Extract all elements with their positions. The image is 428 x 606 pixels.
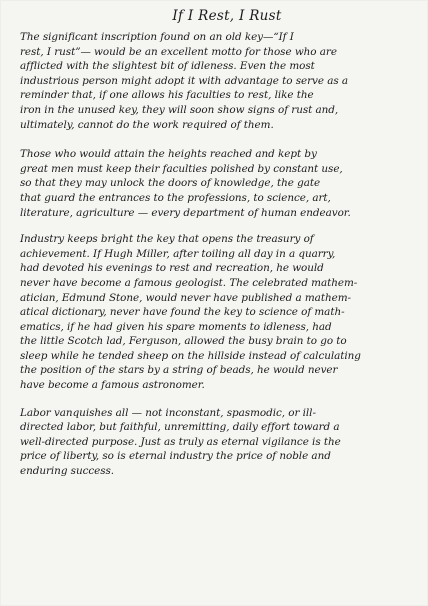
text-line: so that they may unlock the doors of knowledge, the gate <box>20 177 321 190</box>
text-line: well-directed purpose. Just as truly as eternal vigilance is the <box>20 435 341 448</box>
text-line: Labor vanquishes all — not inconstant, spasmodic, or ill- <box>20 406 316 419</box>
text-line: never have become a famous geologist. The celebrated mathem- <box>20 276 358 289</box>
text-line: that guard the entrances to the professions, to science, art, <box>20 191 331 204</box>
text-line: the little Scotch lad, Ferguson, allowed the busy brain to go to <box>20 335 347 348</box>
text-line: achievement. If Hugh Miller, after toiling all day in a quarry, <box>20 247 336 260</box>
text-line: great men must keep their faculties polished by constant use, <box>20 162 343 175</box>
text-line: industrious person might adopt it with advantage to serve as a <box>20 74 349 87</box>
paragraph-1 <box>20 30 418 132</box>
text-line: Those who would attain the heights reached and kept by <box>20 148 317 161</box>
text-line: sleep while he tended sheep on the hillside instead of calculating <box>20 349 361 362</box>
text-line: rest, I rust”— would be an excellent motto for those who are <box>20 45 337 58</box>
text-line: Industry keeps bright the key that opens the treasury of <box>20 233 314 246</box>
text-line: The significant inscription found on an old key—“If I <box>20 31 294 43</box>
text-line: atician, Edmund Stone, would never have published a mathem- <box>20 291 351 304</box>
text-line: reminder that, if one allows his faculties to rest, like the <box>20 89 314 102</box>
paragraph-2 <box>20 147 418 220</box>
paragraph-3 <box>20 232 418 393</box>
text-line: ultimately, cannot do the work required of them. <box>20 118 274 131</box>
text-line: atical dictionary, never have found the key to science of math- <box>20 306 345 319</box>
paragraph-4 <box>20 406 418 479</box>
essay-title: If I Rest, I Rust <box>172 8 282 24</box>
text-line: had devoted his evenings to rest and recreation, he would <box>20 262 324 275</box>
text-line: the position of the stars by a string of beads, he would never <box>20 364 338 377</box>
text-line: afflicted with the slightest bit of idleness. Even the most <box>20 60 315 73</box>
text-line: have become a famous astronomer. <box>20 379 205 392</box>
text-line: enduring success. <box>20 465 115 478</box>
text-line: iron in the unused key, they will soon show signs of rust and, <box>20 103 339 116</box>
text-line: ematics, if he had given his spare moments to idleness, had <box>20 320 332 333</box>
text-line: literature, agriculture — every department of human endeavor. <box>20 206 351 219</box>
text-line: price of liberty, so is eternal industry the price of noble and <box>20 450 331 463</box>
text-line: directed labor, but faithful, unremitting, daily effort toward a <box>20 421 340 434</box>
